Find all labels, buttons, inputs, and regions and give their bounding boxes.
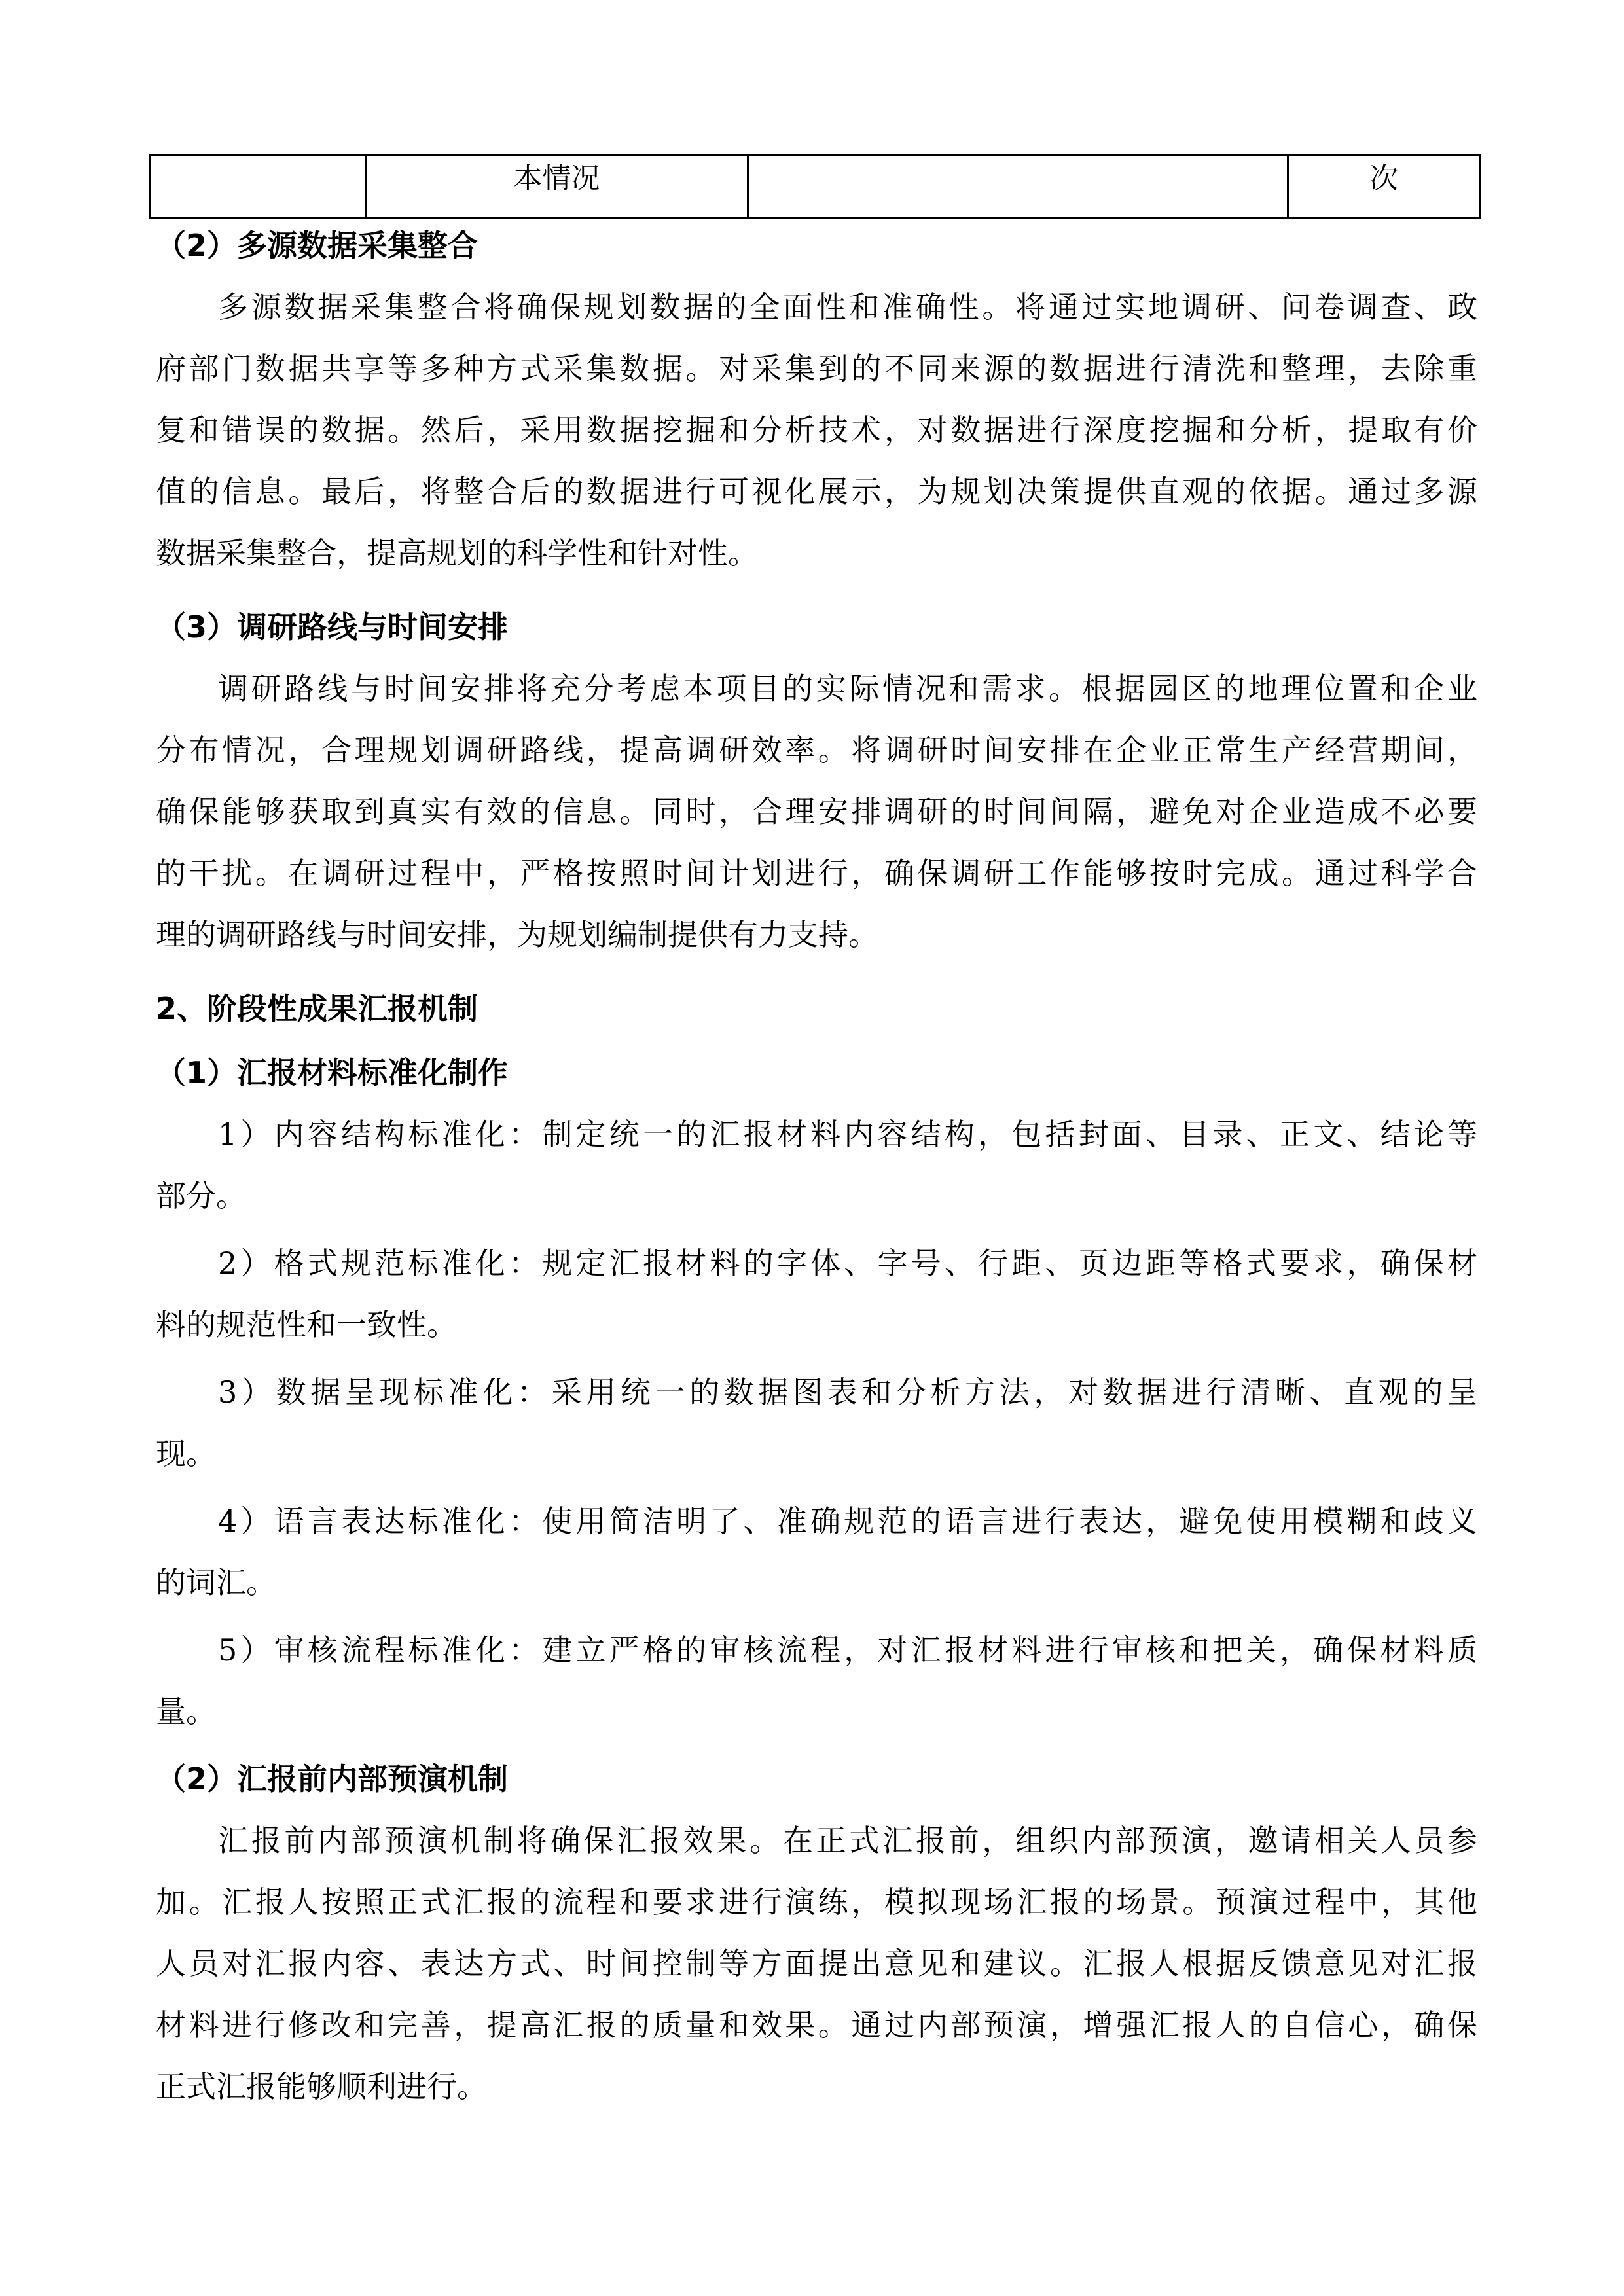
paragraph-line: 人员对汇报内容、表达方式、时间控制等方面提出意见和建议。汇报人根据反馈意见对汇报: [156, 1946, 1477, 1981]
paragraph-line: 材料进行修改和完善，提高汇报的质量和效果。通过内部预演，增强汇报人的自信心，确保: [156, 2007, 1477, 2043]
paragraph-line: 确保能够获取到真实有效的信息。同时，合理安排调研的时间间隔，避免对企业造成不必要: [156, 794, 1477, 829]
chapter-heading: 2、阶段性成果汇报机制: [156, 991, 478, 1026]
section-heading: （2）多源数据采集整合: [156, 228, 478, 263]
paragraph-line: 分布情况，合理规划调研路线，提高调研效率。将调研时间安排在企业正常生产经营期间，: [156, 732, 1477, 768]
paragraph-line: 数据采集整合，提高规划的科学性和针对性。: [156, 535, 758, 571]
paragraph-line: 府部门数据共享等多种方式采集数据。对采集到的不同来源的数据进行清洗和整理，去除重: [156, 351, 1477, 386]
list-item: 3）数据呈现标准化：采用统一的数据图表和分析方法，对数据进行清晰、直观的呈: [218, 1374, 1477, 1410]
list-item: 2）格式规范标准化：规定汇报材料的字体、字号、行距、页边距等格式要求，确保材: [218, 1246, 1477, 1281]
list-item-continuation: 量。: [156, 1694, 216, 1729]
paragraph-line: 值的信息。最后，将整合后的数据进行可视化展示，为规划决策提供直观的依据。通过多源: [156, 474, 1477, 509]
list-item: 4）语言表达标准化：使用简洁明了、准确规范的语言进行表达，避免使用模糊和歧义: [218, 1503, 1477, 1539]
paragraph-line: 复和错误的数据。然后，采用数据挖掘和分析技术，对数据进行深度挖掘和分析，提取有价: [156, 412, 1477, 448]
table-row: [151, 156, 1480, 218]
list-item-continuation: 的词汇。: [156, 1565, 276, 1600]
paragraph-line: 理的调研路线与时间安排，为规划编制提供有力支持。: [156, 917, 878, 952]
paragraph-line: 汇报前内部预演机制将确保汇报效果。在正式汇报前，组织内部预演，邀请相关人员参: [218, 1823, 1477, 1858]
paragraph-line: 加。汇报人按照正式汇报的流程和要求进行演练，模拟现场汇报的场景。预演过程中，其他: [156, 1884, 1477, 1920]
table-fragment: [149, 154, 1481, 219]
list-item-continuation: 现。: [156, 1436, 216, 1471]
section-heading: （2）汇报前内部预演机制: [156, 1761, 509, 1797]
table-cell: 次: [1288, 156, 1480, 218]
section-heading: （1）汇报材料标准化制作: [156, 1055, 509, 1090]
list-item: 5）审核流程标准化：建立严格的审核流程，对汇报材料进行审核和把关，确保材料质: [218, 1632, 1477, 1668]
table-cell: [748, 156, 1288, 218]
list-item: 1）内容结构标准化：制定统一的汇报材料内容结构，包括封面、目录、正文、结论等: [218, 1117, 1477, 1152]
list-item-continuation: 部分。: [156, 1178, 246, 1213]
table-cell: [151, 156, 366, 218]
paragraph-line: 正式汇报能够顺利进行。: [156, 2069, 487, 2104]
list-item-continuation: 料的规范性和一致性。: [156, 1307, 457, 1342]
section-heading: （3）调研路线与时间安排: [156, 609, 509, 645]
paragraph-line: 调研路线与时间安排将充分考虑本项目的实际情况和需求。根据园区的地理位置和企业: [218, 671, 1477, 706]
table-cell: 本情况: [366, 156, 748, 218]
paragraph-line: 的干扰。在调研过程中，严格按照时间计划进行，确保调研工作能够按时完成。通过科学合: [156, 855, 1477, 891]
paragraph-line: 多源数据采集整合将确保规划数据的全面性和准确性。将通过实地调研、问卷调查、政: [218, 289, 1477, 325]
